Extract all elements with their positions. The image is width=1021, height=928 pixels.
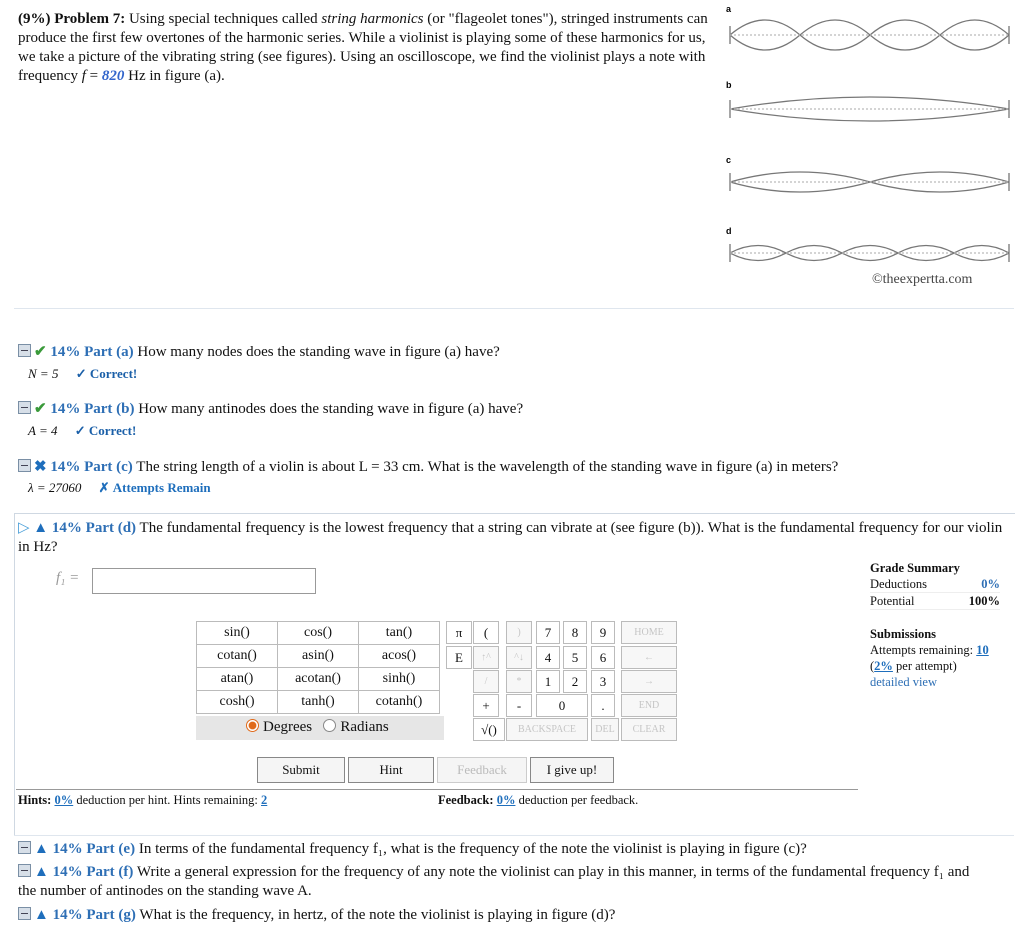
part-e-question: In terms of the fundamental frequency f₁, what is the frequency of the note the violinist is playing in figure (c)? [138,841,807,857]
standing-wave-figures [722,0,1017,270]
hints-label: Hints: [18,793,52,807]
hints-text: deduction per hint. Hints remaining: [76,793,258,807]
del-key[interactable]: DEL [591,718,619,741]
end-key[interactable]: END [621,694,677,717]
deductions-value: 0% [981,577,1000,591]
part-e[interactable] [18,840,807,859]
hints-pct: 0% [54,793,74,807]
figure-panel [722,0,1017,300]
multiply-key[interactable]: * [506,670,532,693]
figure-label-c: c [726,155,732,165]
caret-down-key[interactable]: ^↓ [506,646,532,669]
acos-button[interactable]: acos() [359,645,440,668]
per-attempt-pct: 2% [874,659,893,673]
cotan-button[interactable]: cotan() [197,645,278,668]
part-e-pct: 14% Part (e) [52,841,136,857]
collapse-icon[interactable] [18,459,31,472]
asin-button[interactable]: asin() [278,645,359,668]
decimal-key[interactable]: . [591,694,615,717]
part-b-answer-value: A = 4 [28,423,58,438]
part-a-pct: 14% Part (a) [50,344,134,360]
cross-icon: ✖ [34,459,47,475]
collapse-icon[interactable] [18,344,31,357]
pi-key[interactable]: π [446,621,472,644]
cosh-button[interactable]: cosh() [197,691,278,714]
function-table [196,621,440,714]
clear-key[interactable]: CLEAR [621,718,677,741]
minus-key[interactable]: - [506,694,532,717]
feedback-label: Feedback: [438,793,494,807]
potential-value: 100% [968,594,1000,608]
tanh-button[interactable]: tanh() [278,691,359,714]
part-a[interactable] [18,343,500,362]
potential-label: Potential [870,594,915,608]
part-b-answer [28,423,136,439]
rparen-key[interactable]: ) [506,621,532,644]
radians-radio[interactable] [323,719,336,732]
detailed-view-link[interactable]: detailed view [870,675,937,689]
problem-text-mid: (or "flageolet tones"), stringed instruments can produce the first few overtones of the harmonic series. While a violinist is playing some of these harmonics for us, we take a picture of the vibrating string (see figures). Using an oscilloscope, we find the violinist plays a note with frequency [18,11,708,84]
collapse-icon[interactable] [18,401,31,414]
per-attempt-text: per attempt) [896,659,957,673]
part-a-answer [28,366,137,382]
key-8[interactable]: 8 [563,621,587,644]
part-a-answer-value: N = 5 [28,366,59,381]
radians-label: Radians [340,719,389,735]
grade-summary: Grade Summary Deductions 0% Potential 100% Submissions Attempts remaining: 10 (2% per attempt) detailed view [870,561,1000,689]
submit-button[interactable]: Submit [257,757,345,783]
feedback-text: deduction per feedback. [518,793,639,807]
backspace-key[interactable]: BACKSPACE [506,718,588,741]
attempts-value: 10 [976,643,989,657]
sinh-button[interactable]: sinh() [359,668,440,691]
divide-key[interactable]: / [473,670,499,693]
part-b-status: ✓ Correct! [74,423,137,438]
key-3[interactable]: 3 [591,670,615,693]
part-g-question: What is the frequency, in hertz, of the note the violinist is playing in figure (d)? [139,907,616,923]
part-f[interactable] [18,863,978,901]
sin-button[interactable]: sin() [197,622,278,645]
part-g-pct: 14% Part (g) [52,907,136,923]
part-d [18,519,1012,557]
tan-button[interactable]: tan() [359,622,440,645]
key-2[interactable]: 2 [563,670,587,693]
key-1[interactable]: 1 [536,670,560,693]
grade-title: Grade Summary [870,561,960,575]
part-b[interactable] [18,400,523,419]
part-b-question: How many antinodes does the standing wave in figure (a) have? [138,401,524,417]
feedback-pct: 0% [496,793,516,807]
degrees-label: Degrees [263,719,313,735]
acotan-button[interactable]: acotan() [278,668,359,691]
part-d-question: The fundamental frequency is the lowest frequency that a string can vibrate at (see figure (b)). What is the fundamental frequency for our violin in Hz? [18,520,1003,555]
problem-label: (9%) Problem 7: [18,11,126,27]
part-c-status: ✗ Attempts Remain [98,480,211,495]
atan-button[interactable]: atan() [197,668,278,691]
part-c-answer-value: λ = 27060 [28,480,82,495]
angle-mode [196,716,444,740]
part-f-question: Write a general expression for the frequency of any note the violinist can play in this manner, in terms of the fundamental frequency f₁ and the number of antinodes on the standing wave A. [18,864,970,899]
frequency-unit: Hz in figure (a). [128,68,225,84]
key-6[interactable]: 6 [591,646,615,669]
collapse-icon[interactable] [18,864,31,877]
hints-feedback-row [16,789,858,807]
part-g[interactable] [18,906,615,925]
part-c-question: The string length of a violin is about L = 33 cm. What is the wavelength of the standing wave in figure (a) in meters? [136,459,839,475]
warning-icon: ▲ [33,520,49,536]
figure-label-b: b [726,80,732,90]
part-c-pct: 14% Part (c) [50,459,133,475]
key-9[interactable]: 9 [591,621,615,644]
part-f-pct: 14% Part (f) [52,864,134,880]
warning-icon: ▲ [34,864,49,880]
feedback-info [438,793,638,808]
cos-button[interactable]: cos() [278,622,359,645]
sqrt-key[interactable]: √() [473,718,505,741]
up-caret-key[interactable]: ↑^ [473,646,499,669]
warning-icon: ▲ [34,907,49,923]
plus-key[interactable]: + [473,694,499,717]
attempts-label: Attempts remaining: [870,643,974,657]
part-b-pct: 14% Part (b) [50,401,135,417]
answer-label: f₁ = [56,570,80,586]
deductions-label: Deductions [870,577,927,591]
section-divider [14,835,1014,836]
hint-button[interactable]: Hint [348,757,434,783]
answer-input[interactable] [92,568,316,594]
give-up-button[interactable]: I give up! [530,757,614,783]
e-key[interactable]: E [446,646,472,669]
expand-arrow-icon: ▷ [18,520,30,536]
figure-label-a: a [726,4,732,14]
key-0[interactable]: 0 [536,694,588,717]
lparen-key[interactable]: ( [473,621,499,644]
wave-b-upper [730,97,1009,109]
figure-label-d: d [726,226,732,236]
part-d-pct: 14% Part (d) [51,520,137,536]
problem-text-pre: Using special techniques called [128,11,318,27]
f-equals: = [89,68,99,84]
hints-info [18,793,267,808]
submissions-title: Submissions [870,627,937,641]
problem-term: string harmonics [321,11,424,27]
degrees-radio[interactable] [246,719,259,732]
frequency-value: 820 [101,68,125,84]
left-arrow-key[interactable]: ← [621,646,677,669]
f-symbol: f [81,68,86,84]
cotanh-button[interactable]: cotanh() [359,691,440,714]
right-arrow-key[interactable]: → [621,670,677,693]
section-divider [14,308,1014,309]
part-c[interactable] [18,458,838,477]
hints-remaining: 2 [261,793,268,807]
part-c-answer [28,480,211,496]
key-4[interactable]: 4 [536,646,560,669]
key-7[interactable]: 7 [536,621,560,644]
problem-statement [18,10,718,86]
check-icon: ✔ [34,401,47,417]
wave-b-lower [730,109,1009,121]
part-a-status: ✓ Correct! [75,366,138,381]
part-a-question: How many nodes does the standing wave in figure (a) have? [137,344,500,360]
collapse-icon[interactable] [18,907,31,920]
home-key[interactable]: HOME [621,621,677,644]
warning-icon: ▲ [34,841,49,857]
watermark: ©theexpertta.com [872,272,973,287]
collapse-icon[interactable] [18,841,31,854]
check-icon: ✔ [34,344,47,360]
key-5[interactable]: 5 [563,646,587,669]
feedback-button[interactable]: Feedback [437,757,527,783]
